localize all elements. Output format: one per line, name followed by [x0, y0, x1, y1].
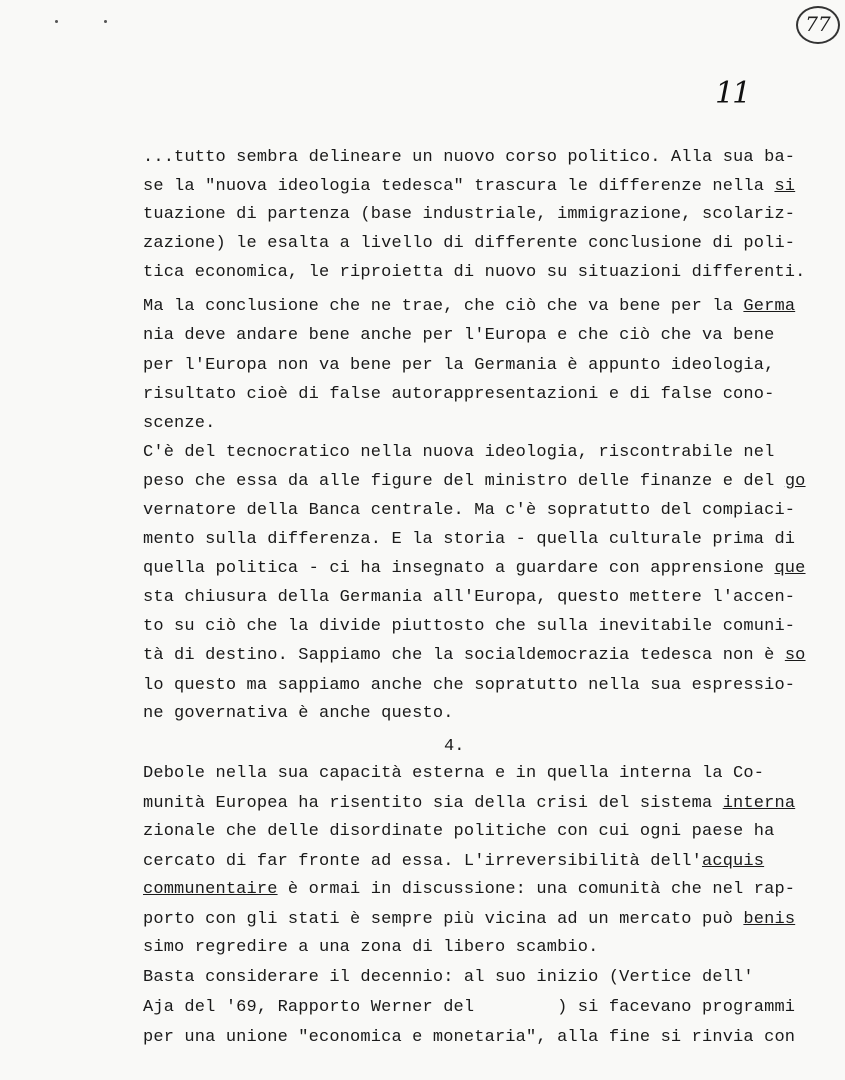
text-line	[143, 326, 774, 345]
text-segment: per una unione "economica e monetaria", alla fine si rinvia con	[143, 1028, 796, 1047]
text-segment: Basta considerare il decennio: al suo inizio (Vertice dell'	[143, 968, 754, 987]
text-line	[143, 530, 795, 549]
text-segment: cercato di far fronte ad essa. L'irreversibilità dell'	[143, 852, 702, 871]
text-segment: nia deve andare bene anche per l'Europa e che ciò che va bene	[143, 326, 775, 345]
underlined-text: Germa	[743, 297, 796, 316]
text-segment: C'è del tecnocratico nella nuova ideologia, riscontrabile nel	[143, 443, 775, 462]
underlined-text: interna	[722, 794, 796, 813]
text-line	[143, 794, 795, 813]
text-line	[143, 852, 764, 871]
text-segment: sta chiusura della Germania all'Europa, questo mettere l'accen-	[143, 588, 796, 607]
text-line	[143, 822, 774, 841]
text-line	[143, 1028, 795, 1047]
text-line	[143, 414, 215, 433]
text-segment: per l'Europa non va bene per la Germania è appunto ideologia,	[143, 356, 775, 375]
text-segment: peso che essa da alle figure del ministro delle finanze e del	[143, 472, 785, 491]
underlined-text: benis	[743, 910, 796, 929]
text-line	[143, 880, 795, 899]
section-heading: 4.	[444, 737, 465, 756]
text-line	[143, 263, 806, 282]
text-segment: Ma la conclusione che ne trae, che ciò che va bene per la	[143, 297, 744, 316]
text-line	[143, 443, 774, 462]
text-segment: ne governativa è anche questo.	[143, 704, 454, 723]
text-line	[143, 676, 795, 695]
text-line	[143, 968, 754, 987]
underlined-text: acquis	[702, 852, 765, 871]
text-segment: ...tutto sembra delineare un nuovo corso politico. Alla sua ba-	[143, 148, 796, 167]
handwritten-page-number: 11	[715, 76, 750, 111]
text-line	[143, 617, 795, 636]
text-line	[143, 472, 806, 491]
text-line	[143, 764, 764, 783]
text-line	[143, 356, 774, 375]
text-segment: vernatore della Banca centrale. Ma c'è sopratutto del compiaci-	[143, 501, 796, 520]
text-line	[143, 588, 795, 607]
underlined-text: si	[774, 177, 796, 196]
text-line	[143, 205, 795, 224]
text-line	[143, 148, 795, 167]
text-segment: risultato cioè di false autorappresentazioni e di false cono-	[143, 385, 775, 404]
text-segment: tica economica, le riproietta di nuovo su situazioni differenti.	[143, 263, 806, 282]
text-segment: tà di destino. Sappiamo che la socialdemocrazia tedesca non è	[143, 646, 785, 665]
text-segment: quella politica - ci ha insegnato a guardare con apprensione	[143, 559, 775, 578]
text-segment: lo questo ma sappiamo anche che sopratutto nella sua espressio-	[143, 676, 796, 695]
underlined-text: communentaire	[143, 880, 278, 899]
text-line	[143, 177, 795, 196]
text-segment: zazione) le esalta a livello di differente conclusione di poli-	[143, 234, 796, 253]
text-line	[143, 234, 795, 253]
text-line	[143, 297, 795, 316]
underlined-text: que	[774, 559, 806, 578]
text-segment: Debole nella sua capacità esterna e in quella interna la Co-	[143, 764, 765, 783]
text-line	[143, 998, 795, 1017]
text-line	[143, 910, 795, 929]
text-line	[143, 938, 598, 957]
text-segment: se la "nuova ideologia tedesca" trascura le differenze nella	[143, 177, 775, 196]
text-segment: zionale che delle disordinate politiche con cui ogni paese ha	[143, 822, 775, 841]
text-segment: Aja del '69, Rapporto Werner del ) si facevano programmi	[143, 998, 796, 1017]
text-segment: è ormai in discussione: una comunità che nel rap-	[277, 880, 796, 899]
text-line	[143, 646, 806, 665]
underlined-text: so	[784, 646, 806, 665]
text-line	[143, 704, 454, 723]
scan-speck	[55, 20, 58, 23]
text-segment: simo regredire a una zona di libero scambio.	[143, 938, 599, 957]
text-segment: tuazione di partenza (base industriale, immigrazione, scolariz-	[143, 205, 796, 224]
text-segment: scenze.	[143, 414, 216, 433]
text-segment: to su ciò che la divide piuttosto che sulla inevitabile comuni-	[143, 617, 796, 636]
text-line	[143, 501, 795, 520]
text-line	[143, 385, 774, 404]
text-segment: porto con gli stati è sempre più vicina ad un mercato può	[143, 910, 744, 929]
circled-page-number: 77	[796, 6, 840, 44]
text-segment: munità Europea ha risentito sia della crisi del sistema	[143, 794, 723, 813]
text-segment: mento sulla differenza. E la storia - quella culturale prima di	[143, 530, 796, 549]
scan-speck	[104, 20, 107, 23]
text-line	[143, 559, 806, 578]
underlined-text: go	[784, 472, 806, 491]
